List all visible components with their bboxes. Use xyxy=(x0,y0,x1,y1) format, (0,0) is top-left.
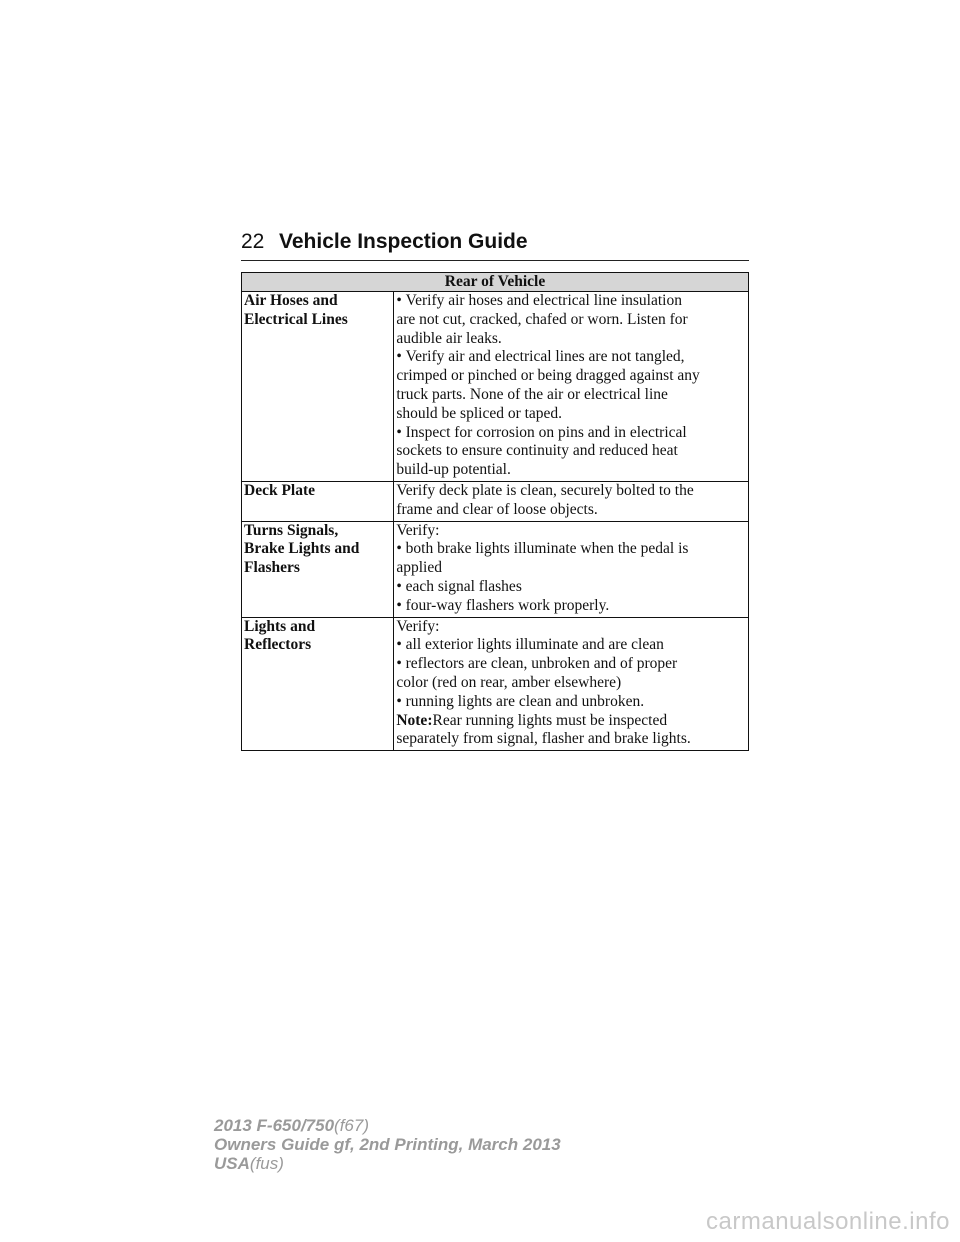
row-label-line: Reflectors xyxy=(244,636,312,654)
row-content xyxy=(394,521,749,617)
note-label: Note: xyxy=(396,711,433,729)
watermark: carmanualsonline.info xyxy=(706,1208,950,1235)
footer-model: 2013 F-650/750 xyxy=(214,1116,335,1135)
row-content xyxy=(394,292,749,482)
row-label xyxy=(242,292,394,482)
row-label-line: Turns Signals, xyxy=(244,521,339,539)
row-label-line: Air Hoses and xyxy=(244,292,338,309)
table-row xyxy=(242,521,749,617)
bullet-item: • Verify air hoses and electrical line insulation xyxy=(396,292,746,311)
document-footer xyxy=(214,1116,561,1173)
table-row xyxy=(242,617,749,751)
content-line: Verify: xyxy=(396,617,440,635)
inspection-table xyxy=(241,272,749,751)
row-label xyxy=(242,521,394,617)
table-body xyxy=(242,292,749,751)
footer-line-2: Owners Guide gf, 2nd Printing, March 2013 xyxy=(214,1135,561,1154)
table-row xyxy=(242,481,749,521)
row-label-line: Electrical Lines xyxy=(244,310,348,328)
content-line: truck parts. None of the air or electrical line xyxy=(396,385,668,403)
row-label-line: Brake Lights and xyxy=(244,540,360,558)
content-line: crimped or pinched or being dragged against any xyxy=(396,367,700,385)
page-header xyxy=(241,228,749,261)
page-title: Vehicle Inspection Guide xyxy=(279,230,528,253)
content-line: Verify deck plate is clean, securely bolted to the xyxy=(396,481,694,499)
content-line: frame and clear of loose objects. xyxy=(396,500,598,518)
row-label-line: Deck Plate xyxy=(244,481,316,499)
note-text: Rear running lights must be inspected xyxy=(432,711,668,729)
footer-model-code: (f67) xyxy=(334,1116,370,1135)
bullet-item: • Inspect for corrosion on pins and in electrical xyxy=(396,424,746,443)
bullet-item: • running lights are clean and unbroken. xyxy=(396,693,746,712)
row-label xyxy=(242,481,394,521)
content-line: separately from signal, flasher and brake lights. xyxy=(396,730,691,748)
content-line: color (red on rear, amber elsewhere) xyxy=(396,673,622,691)
content-line: should be spliced or taped. xyxy=(396,404,563,422)
section-title: Rear of Vehicle xyxy=(242,273,749,292)
row-label xyxy=(242,617,394,751)
bullet-item: • each signal flashes xyxy=(396,578,746,597)
bullet-item: • all exterior lights illuminate and are clean xyxy=(396,636,746,655)
content-line: Verify: xyxy=(396,521,440,539)
bullet-item: • four-way flashers work properly. xyxy=(396,597,746,616)
row-label-line: Lights and xyxy=(244,617,316,635)
content-line: sockets to ensure continuity and reduced heat xyxy=(396,442,678,460)
bullet-item: • Verify air and electrical lines are not tangled, xyxy=(396,348,746,367)
table-row xyxy=(242,292,749,482)
footer-line-1 xyxy=(214,1116,561,1135)
footer-market-code: (fus) xyxy=(249,1154,284,1173)
content-line: build-up potential. xyxy=(396,461,511,479)
content-line xyxy=(396,712,746,731)
bullet-item: • both brake lights illuminate when the pedal is xyxy=(396,540,746,559)
footer-market: USA xyxy=(214,1154,250,1173)
page-number: 22 xyxy=(241,230,265,253)
footer-line-3 xyxy=(214,1154,561,1173)
row-content xyxy=(394,617,749,751)
row-label-line: Flashers xyxy=(244,559,300,577)
content-line: are not cut, cracked, chafed or worn. Listen for xyxy=(396,310,688,328)
table-section-header-row xyxy=(242,273,749,292)
content-line: applied xyxy=(396,559,442,577)
bullet-item: • reflectors are clean, unbroken and of proper xyxy=(396,655,746,674)
row-content xyxy=(394,481,749,521)
content-line: audible air leaks. xyxy=(396,329,502,347)
